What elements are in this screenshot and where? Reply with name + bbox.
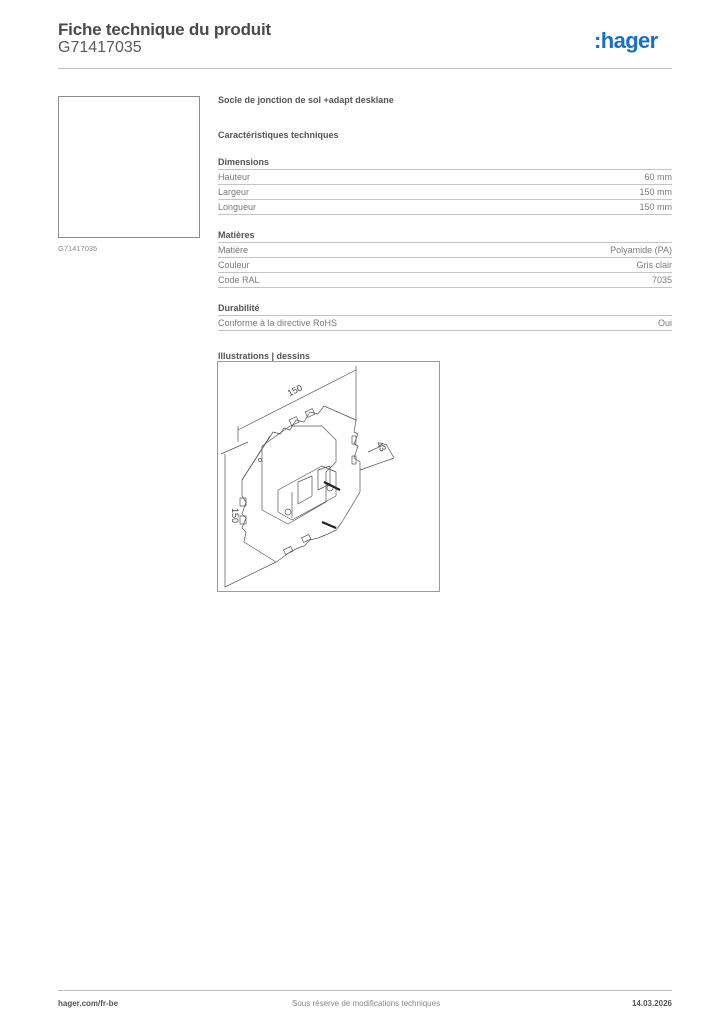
footer-date: 14.03.2026	[631, 999, 672, 1008]
spec-content	[218, 95, 672, 361]
spec-label: Longueur	[218, 202, 257, 212]
spec-row	[218, 243, 672, 258]
hager-logo: :hager	[594, 28, 658, 53]
spec-label: Largeur	[218, 187, 250, 197]
spec-label: Conforme à la directive RoHS	[218, 318, 338, 328]
spec-value: 60 mm	[644, 172, 672, 182]
spec-row	[218, 185, 672, 200]
spec-value: Gris clair	[636, 260, 672, 270]
spec-group-durability	[218, 302, 672, 331]
spec-label: Matière	[218, 245, 249, 255]
footer-divider	[58, 990, 672, 991]
spec-row	[218, 273, 672, 288]
header-divider	[58, 68, 672, 69]
spec-group-materials	[218, 229, 672, 288]
technical-drawing-svg	[218, 362, 441, 593]
dimension-label-top: 150	[285, 382, 304, 399]
spec-row	[218, 170, 672, 185]
page-title: Fiche technique du produit	[58, 20, 271, 39]
illustrations-title: Illustrations | dessins	[218, 351, 311, 361]
product-code: G71417035	[58, 39, 142, 56]
spec-value: Oui	[657, 318, 672, 328]
group-title: Durabilité	[218, 302, 672, 316]
spec-group-dimensions	[218, 156, 672, 215]
spec-row	[218, 316, 672, 331]
group-title: Matières	[218, 229, 672, 243]
product-image-caption: G71417035	[58, 244, 98, 253]
dimension-label-depth: 43	[374, 439, 389, 454]
spec-row	[218, 258, 672, 273]
technical-drawing	[217, 361, 440, 592]
dimension-label-left: 150	[230, 508, 240, 524]
spec-label: Couleur	[218, 260, 250, 270]
product-image-placeholder	[58, 96, 200, 238]
spec-value: Polyamide (PA)	[610, 245, 672, 255]
spec-value: 150 mm	[639, 202, 672, 212]
spec-label: Code RAL	[218, 275, 260, 285]
footer-disclaimer: Sous réserve de modifications techniques	[292, 999, 441, 1008]
spec-label: Hauteur	[218, 172, 251, 182]
spec-row	[218, 200, 672, 215]
group-title: Dimensions	[218, 156, 672, 170]
specs-section-title: Caractéristiques techniques	[218, 130, 339, 140]
product-name: Socle de jonction de sol +adapt desklane	[218, 95, 394, 105]
footer-website-link[interactable]: hager.com/fr-be	[58, 999, 119, 1008]
spec-value: 7035	[651, 275, 672, 285]
spec-value: 150 mm	[639, 187, 672, 197]
